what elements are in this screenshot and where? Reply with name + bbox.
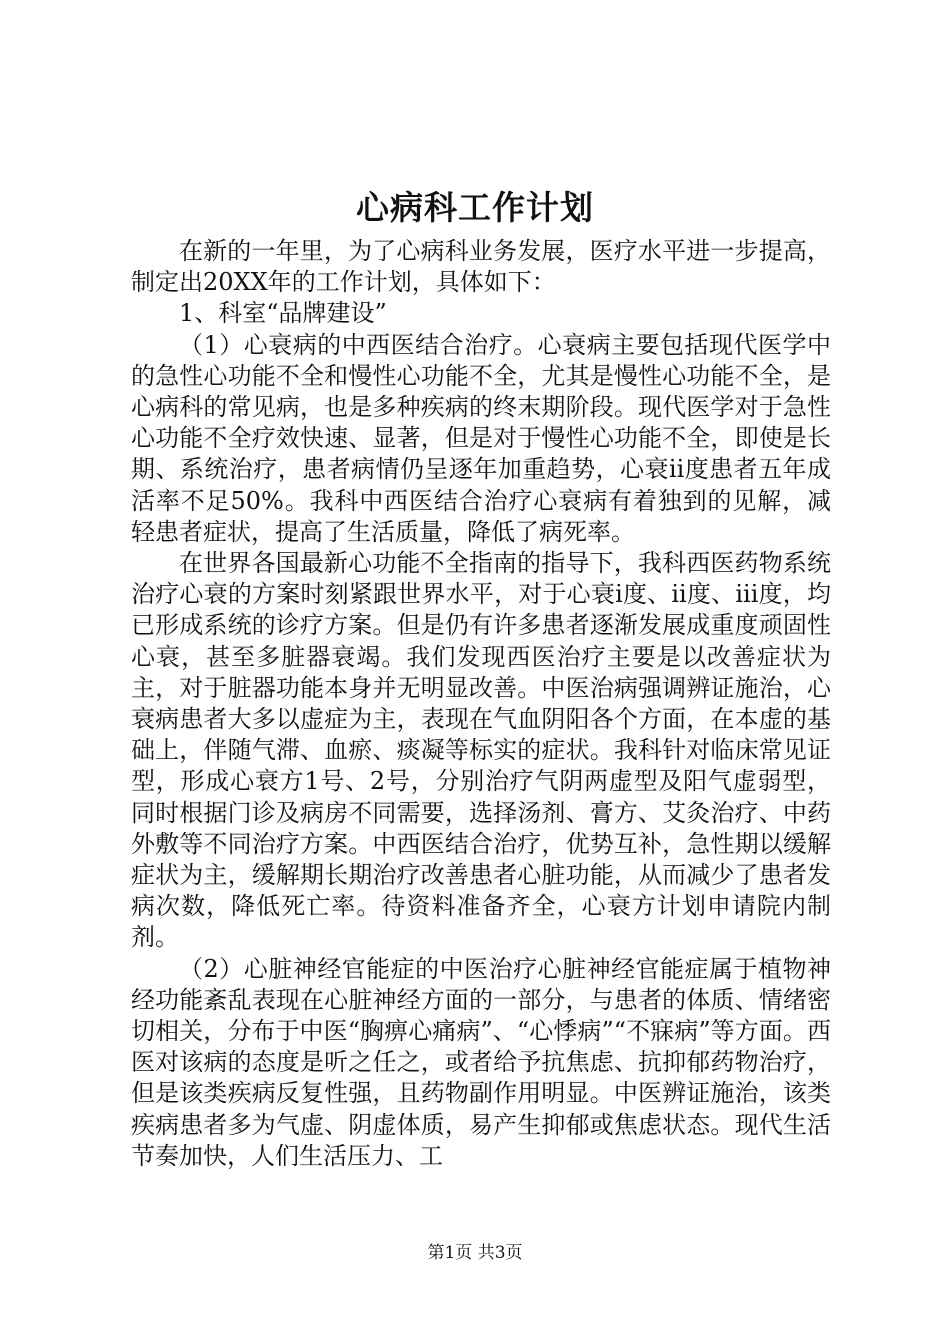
- document-body: [131, 236, 831, 1172]
- section-heading: 1、科室“品牌建设”: [179, 299, 387, 328]
- page-footer: 第1页 共3页: [427, 1243, 523, 1263]
- body-paragraph: （2）心脏神经官能症的中医治疗心脏神经官能症属于植物神经功能紊乱表现在心脏神经方面的一部分，与患者的体质、情绪密切相关，分布于中医“胸痹心痛病”、“心悸病”“不寐病”等方面。西医对该病的态度是听之任之，或者给予抗焦虑、抗抑郁药物治疗，但是该类疾病反复性强，且药物副作用明显。中医辨证施治，该类疾病患者多为气虚、阴虚体质，易产生抑郁或焦虑状态。现代生活节奏加快，人们生活压力、工: [131, 954, 831, 1170]
- body-paragraph: （1）心衰病的中西医结合治疗。心衰病主要包括现代医学中的急性心功能不全和慢性心功能不全，尤其是慢性心功能不全，是心病科的常见病，也是多种疾病的终末期阶段。现代医学对于急性心功能不全疗效快速、显著，但是对于慢性心功能不全，即使是长期、系统治疗，患者病情仍呈逐年加重趋势，心衰ii度患者五年成活率不足50%。我科中西医结合治疗心衰病有着独到的见解，减轻患者症状，提高了生活质量，降低了病死率。: [131, 330, 831, 546]
- body-paragraph: 在世界各国最新心功能不全指南的指导下，我科西医药物系统治疗心衰的方案时刻紧跟世界水平，对于心衰i度、ii度、iii度，均已形成系统的诊疗方案。但是仍有许多患者逐渐发展成重度顽固性心衰，甚至多脏器衰竭。我们发现西医治疗主要是以改善症状为主，对于脏器功能本身并无明显改善。中医治病强调辨证施治，心衰病患者大多以虚症为主，表现在气血阴阳各个方面，在本虚的基础上，伴随气滞、血瘀、痰凝等标实的症状。我科针对临床常见证型，形成心衰方1号、2号，分别治疗气阴两虚型及阳气虚弱型，同时根据门诊及病房不同需要，选择汤剂、膏方、艾灸治疗、中药外敷等不同治疗方案。中西医结合治疗，优势互补，急性期以缓解症状为主，缓解期长期治疗改善患者心脏功能，从而减少了患者发病次数，降低死亡率。待资料准备齐全，心衰方计划申请院内制剂。: [131, 549, 831, 952]
- document-title: 心病科工作计划: [356, 188, 594, 227]
- intro-paragraph: 在新的一年里，为了心病科业务发展，医疗水平进一步提高，制定出20XX年的工作计划，具体如下：: [131, 237, 831, 297]
